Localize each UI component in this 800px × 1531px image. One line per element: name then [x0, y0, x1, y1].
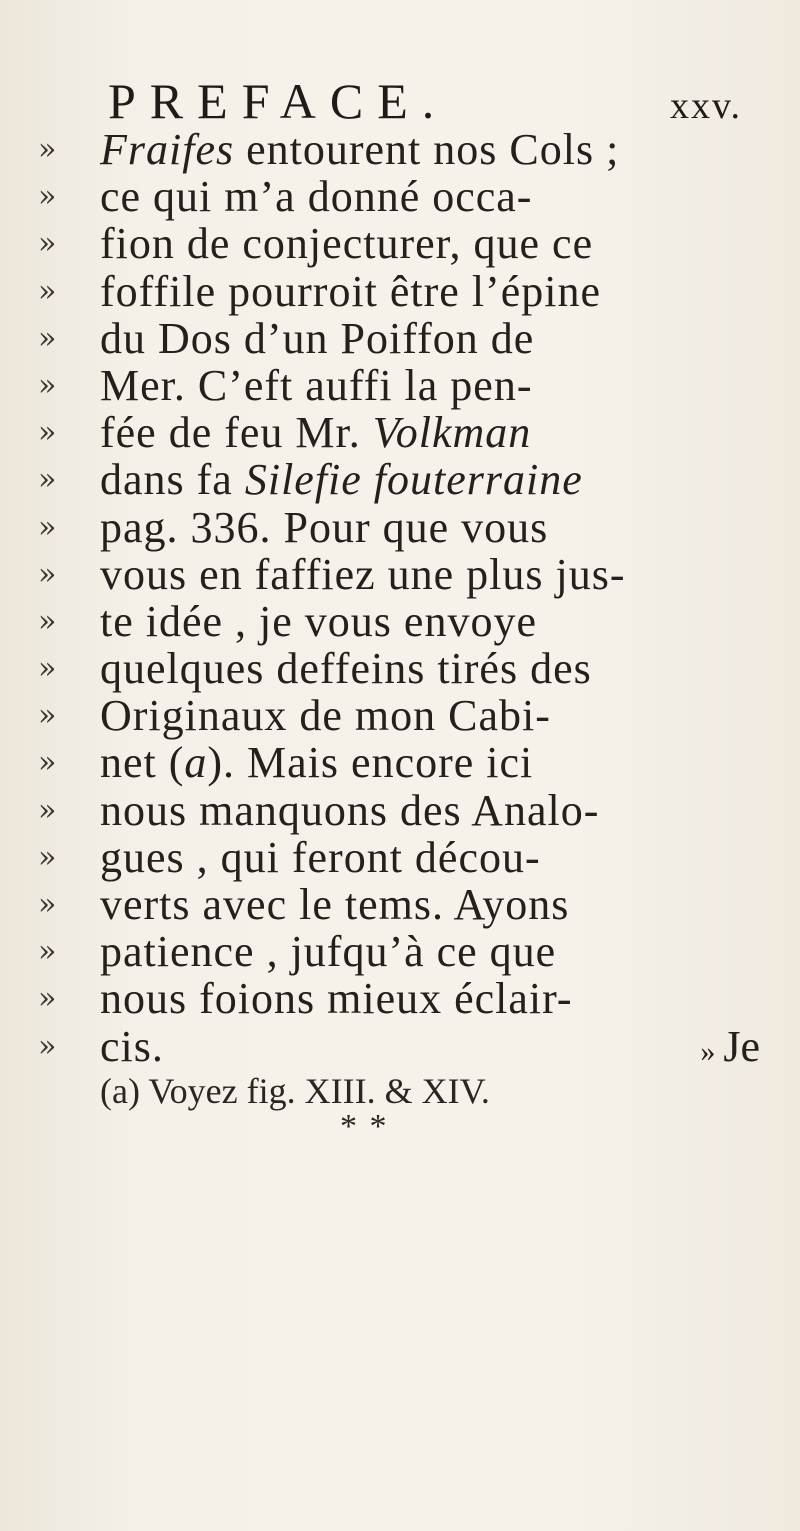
page-title: PREFACE. — [108, 73, 449, 129]
signature-mark: * * — [340, 1108, 389, 1145]
text-line — [38, 1021, 778, 1071]
text-line — [38, 690, 778, 741]
text-line — [38, 973, 778, 1024]
line-text: Mer. C’eft auffi la pen- — [100, 360, 533, 410]
text-line — [38, 832, 778, 882]
line-text: quelques deffeins tirés des — [100, 644, 592, 694]
text-line — [38, 313, 778, 363]
line-text: patience , jufqu’à ce que — [100, 927, 557, 977]
line-text: vous en faffiez une plus jus- — [100, 549, 626, 599]
text-line — [38, 926, 778, 977]
line-text: pag. 336. Pour que vous — [100, 502, 549, 552]
line-text: nous manquons des Analo- — [100, 785, 600, 835]
line-text: ). Mais encore ici — [207, 738, 534, 788]
quote-mark: » — [38, 651, 57, 687]
line-text: cis. — [100, 1021, 164, 1071]
line-text: foffile pourroit être l’épine — [100, 266, 601, 316]
page-number: xxv. — [669, 85, 742, 127]
line-text: nous foions mieux éclair- — [100, 974, 573, 1024]
running-header — [108, 72, 768, 132]
line-text: net ( — [100, 738, 185, 788]
line-text: entourent nos Cols ; — [234, 125, 620, 174]
line-text: dans fa — [100, 455, 245, 505]
italic-text: Volkman — [372, 408, 532, 458]
quote-mark: » — [38, 367, 57, 403]
text-line — [38, 124, 778, 174]
italic-text: Silefie fouterraine — [244, 455, 583, 505]
quote-mark: » — [38, 509, 57, 545]
footnote-text: Voyez fig. XIII. & XIV. — [139, 1071, 490, 1111]
quote-mark: » — [38, 226, 57, 262]
text-line — [38, 879, 778, 929]
catchword — [700, 1021, 760, 1072]
text-line — [38, 218, 778, 269]
quote-mark: » — [38, 698, 57, 734]
quote-mark: » — [38, 556, 57, 592]
footnote-marker: (a) — [100, 1071, 140, 1111]
line-text: du Dos d’un Poiffon de — [100, 313, 535, 363]
catchword-quote: » — [700, 1034, 716, 1068]
line-text: ce qui m’a donné occa- — [100, 172, 533, 222]
line-text: fée de feu Mr. — [100, 408, 373, 458]
quote-mark: » — [38, 1028, 57, 1064]
quote-mark: » — [38, 415, 57, 451]
text-line — [38, 360, 778, 410]
text-line — [38, 549, 778, 599]
line-text: verts avec le tems. Ayons — [100, 880, 570, 929]
quote-mark: » — [38, 132, 57, 167]
quote-mark: » — [38, 462, 57, 498]
quote-mark: » — [38, 792, 57, 828]
quote-mark: » — [38, 887, 57, 922]
text-line — [38, 407, 778, 458]
text-line — [38, 454, 778, 505]
quote-mark: » — [38, 179, 57, 215]
line-text: fion de conjecturer, que ce — [100, 219, 594, 269]
text-line — [38, 502, 778, 552]
text-line — [38, 596, 778, 646]
text-block — [38, 124, 778, 1071]
line-text: Originaux de mon Cabi- — [100, 691, 551, 741]
text-line — [38, 737, 778, 788]
italic-text: Fraifes — [100, 125, 235, 174]
text-line — [38, 785, 778, 835]
quote-mark: » — [38, 273, 57, 309]
quote-mark: » — [38, 934, 57, 970]
text-line — [38, 643, 778, 694]
quote-mark: » — [38, 320, 57, 356]
catchword-text: Je — [723, 1021, 760, 1071]
quote-mark: » — [38, 839, 57, 875]
quote-mark: » — [38, 603, 57, 639]
quote-mark: » — [38, 745, 57, 781]
footnote — [100, 1070, 720, 1112]
quote-mark: » — [38, 981, 57, 1017]
text-line — [38, 266, 778, 316]
text-line — [38, 171, 778, 222]
line-text: te idée , je vous envoye — [100, 596, 537, 646]
line-text: gues , qui feront décou- — [100, 832, 541, 882]
footnote-ref: a — [184, 738, 208, 788]
